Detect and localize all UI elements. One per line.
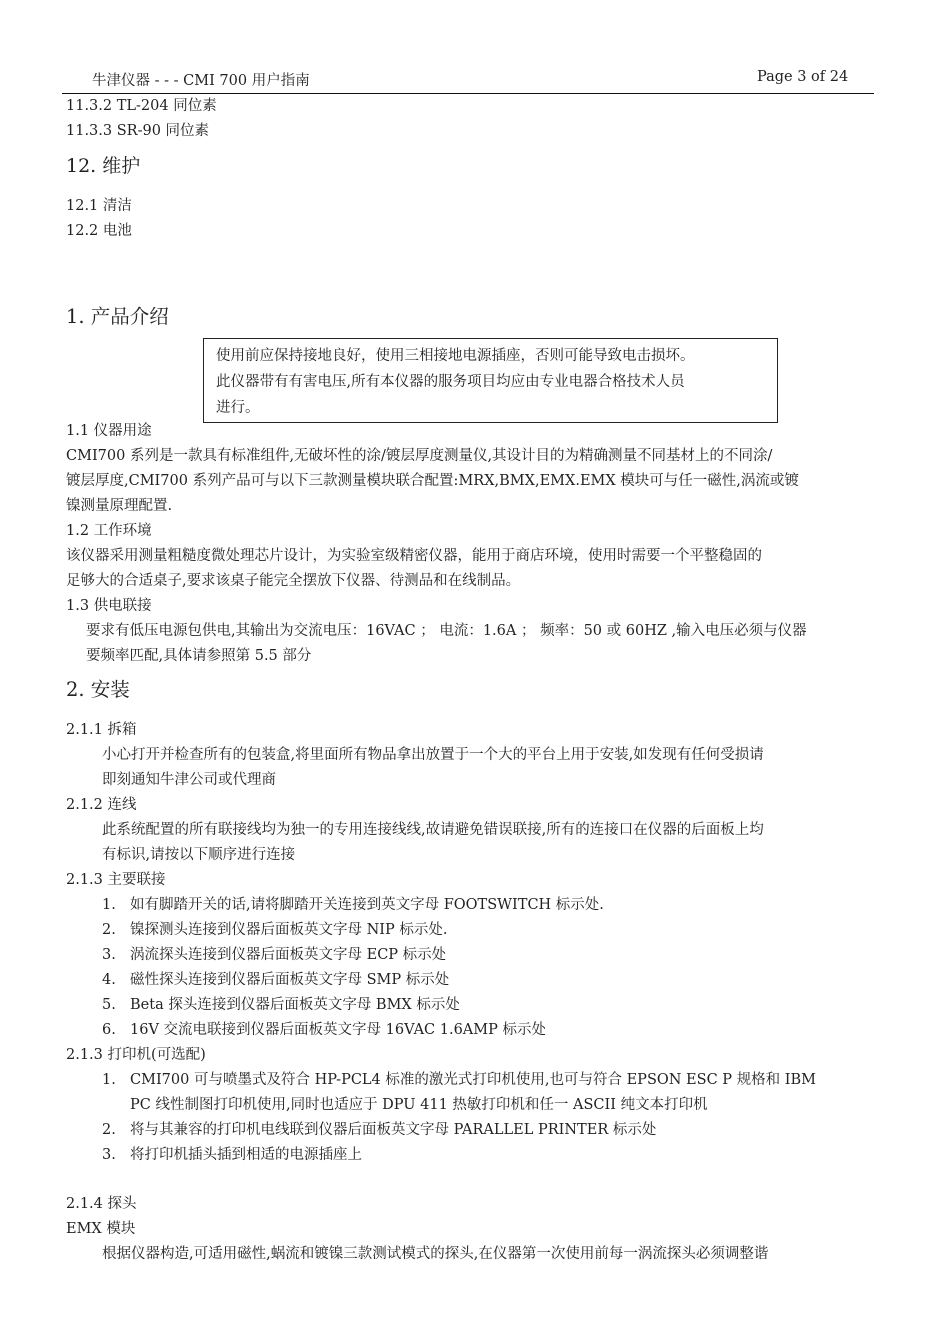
toc-line-11-3-3: 11.3.3 SR-90 同位素 <box>66 123 210 139</box>
list-item-text: 如有脚踏开关的话,请将脚踏开关连接到英文字母 FOOTSWITCH 标示处. <box>130 897 604 913</box>
heading-1-2: 1.2 工作环境 <box>66 523 152 539</box>
list-item-text: Beta 探头连接到仪器后面板英文字母 BMX 标示处 <box>130 997 460 1013</box>
list-item-text: 将打印机插头插到相适的电源插座上 <box>130 1147 362 1163</box>
list-item-text: 将与其兼容的打印机电线联到仪器后面板英文字母 PARALLEL PRINTER 标示处 <box>130 1122 657 1138</box>
para-2-1-1-line-2: 即刻通知牛津公司或代理商 <box>102 772 276 788</box>
toc-line-12-1: 12.1 清洁 <box>66 198 132 214</box>
list-item-num: 5. <box>102 997 116 1013</box>
list-item-text-continued: PC 线性制图打印机使用,同时也适应于 DPU 411 热敏打印机和任一 ASCII 纯文本打印机 <box>130 1097 708 1113</box>
para-1-1-line-2: 镀层厚度,CMI700 系列产品可与以下三款测量模块联合配置:MRX,BMX,EMX.EMX 模块可与任一磁性,涡流或镀 <box>66 473 799 489</box>
warning-line-3: 进行。 <box>216 400 260 416</box>
list-item-num: 6. <box>102 1022 116 1038</box>
para-2-1-1-line-1: 小心打开并检查所有的包装盒,将里面所有物品拿出放置于一个大的平台上用于安装,如发现有任何受损请 <box>102 747 764 763</box>
list-item-num: 3. <box>102 1147 116 1163</box>
heading-2-1-3-printer: 2.1.3 打印机(可选配) <box>66 1047 206 1063</box>
list-item-text: 镍探测头连接到仪器后面板英文字母 NIP 标示处. <box>130 922 448 938</box>
para-1-1-line-3: 镍测量原理配置. <box>66 498 173 514</box>
list-item-num: 2. <box>102 1122 116 1138</box>
warning-line-1: 使用前应保持接地良好，使用三相接地电源插座，否则可能导致电击损坏。 <box>216 348 695 364</box>
toc-heading-12: 12. 维护 <box>66 155 141 177</box>
emx-module-heading: EMX 模块 <box>66 1221 136 1237</box>
page-header-title: 牛津仪器 - - - CMI 700 用户指南 <box>92 73 310 89</box>
list-item-text: 涡流探头连接到仪器后面板英文字母 ECP 标示处 <box>130 947 447 963</box>
list-item-num: 2. <box>102 922 116 938</box>
toc-line-12-2: 12.2 电池 <box>66 223 132 239</box>
page-number: Page 3 of 24 <box>757 69 849 85</box>
para-1-2-line-2: 足够大的合适桌子,要求该桌子能完全摆放下仪器、待测品和在线制品。 <box>66 573 521 589</box>
warning-line-2: 此仪器带有有害电压,所有本仪器的服务项目均应由专业电器合格技术人员 <box>216 374 685 390</box>
list-item-num: 1. <box>102 897 116 913</box>
toc-line-11-3-2: 11.3.2 TL-204 同位素 <box>66 98 217 114</box>
para-2-1-2-line-1: 此系统配置的所有联接线均为独一的专用连接线线,故请避免错误联接,所有的连接口在仪器的后面板上均 <box>102 822 764 838</box>
para-1-3-line-1: 要求有低压电源包供电,其输出为交流电压：16VAC ； 电流：1.6A ； 频率：50 或 60HZ ,输入电压必须与仪器 <box>86 623 807 639</box>
list-item-num: 3. <box>102 947 116 963</box>
para-1-1-line-1: CMI700 系列是一款具有标准组件,无破坏性的涂/镀层厚度测量仪,其设计目的为精确测量不同基材上的不同涂/ <box>66 448 773 464</box>
para-2-1-2-line-2: 有标识,请按以下顺序进行连接 <box>102 847 296 863</box>
para-2-1-4-line-1: 根据仪器构造,可适用磁性,蜗流和镀镍三款测试模式的探头,在仪器第一次使用前每一涡流探头必须调整谐 <box>102 1246 769 1262</box>
list-item-num: 4. <box>102 972 116 988</box>
para-1-2-line-1: 该仪器采用测量粗糙度微处理芯片设计，为实验室级精密仪器，能用于商店环境，使用时需要一个平整稳固的 <box>66 548 762 564</box>
heading-2-1-2: 2.1.2 连线 <box>66 797 137 813</box>
para-1-3-line-2: 要频率匹配,具体请参照第 5.5 部分 <box>86 648 312 664</box>
warning-box <box>203 338 778 423</box>
heading-1-3: 1.3 供电联接 <box>66 598 152 614</box>
heading-2-1-3: 2.1.3 主要联接 <box>66 872 166 888</box>
list-item-text: 16V 交流电联接到仪器后面板英文字母 16VAC 1.6AMP 标示处 <box>130 1022 546 1038</box>
heading-2-1-1: 2.1.1 拆箱 <box>66 722 137 738</box>
heading-1-1: 1.1 仪器用途 <box>66 423 152 439</box>
heading-2-1-4: 2.1.4 探头 <box>66 1196 137 1212</box>
list-item-text: 磁性探头连接到仪器后面板英文字母 SMP 标示处 <box>130 972 450 988</box>
list-item-text: CMI700 可与喷墨式及符合 HP-PCL4 标准的激光式打印机使用,也可与符合 EPSON ESC P 规格和 IBM <box>130 1072 816 1088</box>
section-1-title: 1. 产品介绍 <box>66 305 169 328</box>
section-2-title: 2. 安装 <box>66 678 130 701</box>
list-item-num: 1. <box>102 1072 116 1088</box>
header-rule <box>62 93 874 94</box>
